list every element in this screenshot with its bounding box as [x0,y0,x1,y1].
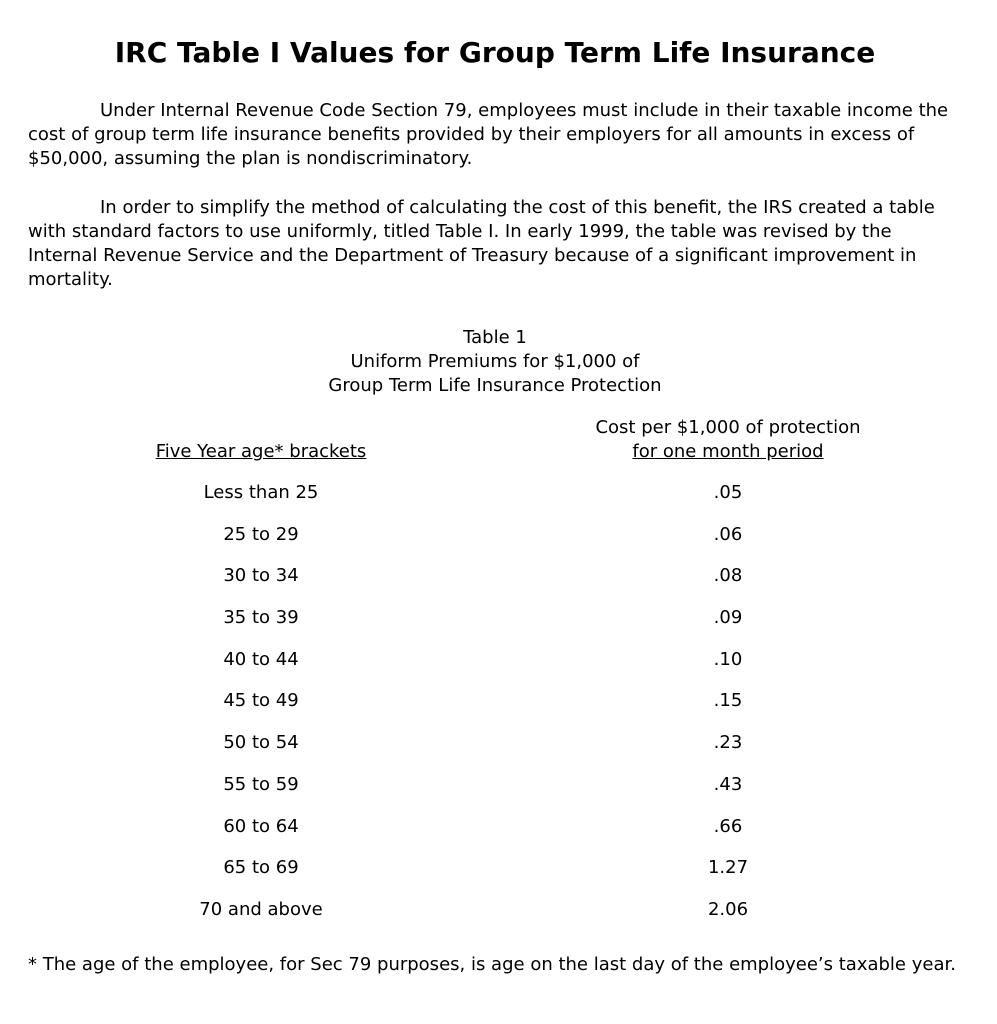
paragraph-text: In order to simplify the method of calculating the cost of this benefit, the IRS created a table with standard factors to use uniformly, titled Table I. In early 1999, the table was revised by the Internal Revenue Service and the Department of Treasury because of a significant improvement in mortality. [28,197,935,290]
cost-cell: .23 [713,732,743,754]
table-caption-line-1: Uniform Premiums for $1,000 of [350,351,640,372]
cost-cell: .66 [713,815,743,837]
cost-header-line-1: Cost per $1,000 of protection [595,417,861,438]
table-row [0,523,997,565]
cost-cell: .05 [713,482,743,503]
paragraph-text: Under Internal Revenue Code Section 79, employees must include in their taxable income the cost of group term life insurance benefits provided by their employers for all amounts in excess of $50,000, assuming the plan is nondiscriminatory. [28,100,949,169]
table-row [0,689,997,731]
cost-cell: 2.06 [707,898,749,920]
age-bracket-cell: 30 to 34 [223,565,299,587]
table-row [0,481,997,523]
cost-cell: .10 [713,648,743,670]
age-bracket-header [110,440,412,464]
paragraph-section-79 [28,99,963,171]
age-bracket-cell: 35 to 39 [223,607,299,629]
paragraph-table-i-history [28,196,963,292]
age-bracket-header-text: Five Year age* brackets [155,441,367,462]
age-bracket-cell: 60 to 64 [223,815,299,837]
table-row [0,815,997,857]
table-row [0,648,997,690]
document-title: IRC Table I Values for Group Term Life Insurance [114,36,876,69]
age-bracket-cell: 50 to 54 [223,732,299,754]
cost-cell: .15 [713,690,743,712]
table-caption-label: Table 1 [463,327,527,348]
premium-table-body [0,481,997,940]
cost-cell: .43 [713,773,743,795]
cost-cell: .08 [713,565,743,587]
cost-cell: .09 [713,607,743,629]
table-caption-line-2: Group Term Life Insurance Protection [328,375,662,396]
age-bracket-cell: 70 and above [199,898,323,920]
table-row [0,773,997,815]
table-row [0,564,997,606]
table-row [0,606,997,648]
cost-cell: 1.27 [707,857,749,879]
age-bracket-cell: 65 to 69 [223,857,299,879]
age-bracket-cell: 40 to 44 [223,648,299,670]
cost-header-line-2-text: for one month period [632,441,824,462]
age-bracket-cell: 45 to 49 [223,690,299,712]
age-bracket-cell: 55 to 59 [223,773,299,795]
age-bracket-cell: Less than 25 [203,482,319,503]
cost-cell: .06 [713,523,743,545]
table-row [0,898,997,940]
footnote: * The age of the employee, for Sec 79 purposes, is age on the last day of the employee’s taxable year. [28,954,956,975]
age-bracket-cell: 25 to 29 [223,523,299,545]
table-row [0,731,997,773]
cost-header-line-2 [540,440,916,464]
table-row [0,856,997,898]
